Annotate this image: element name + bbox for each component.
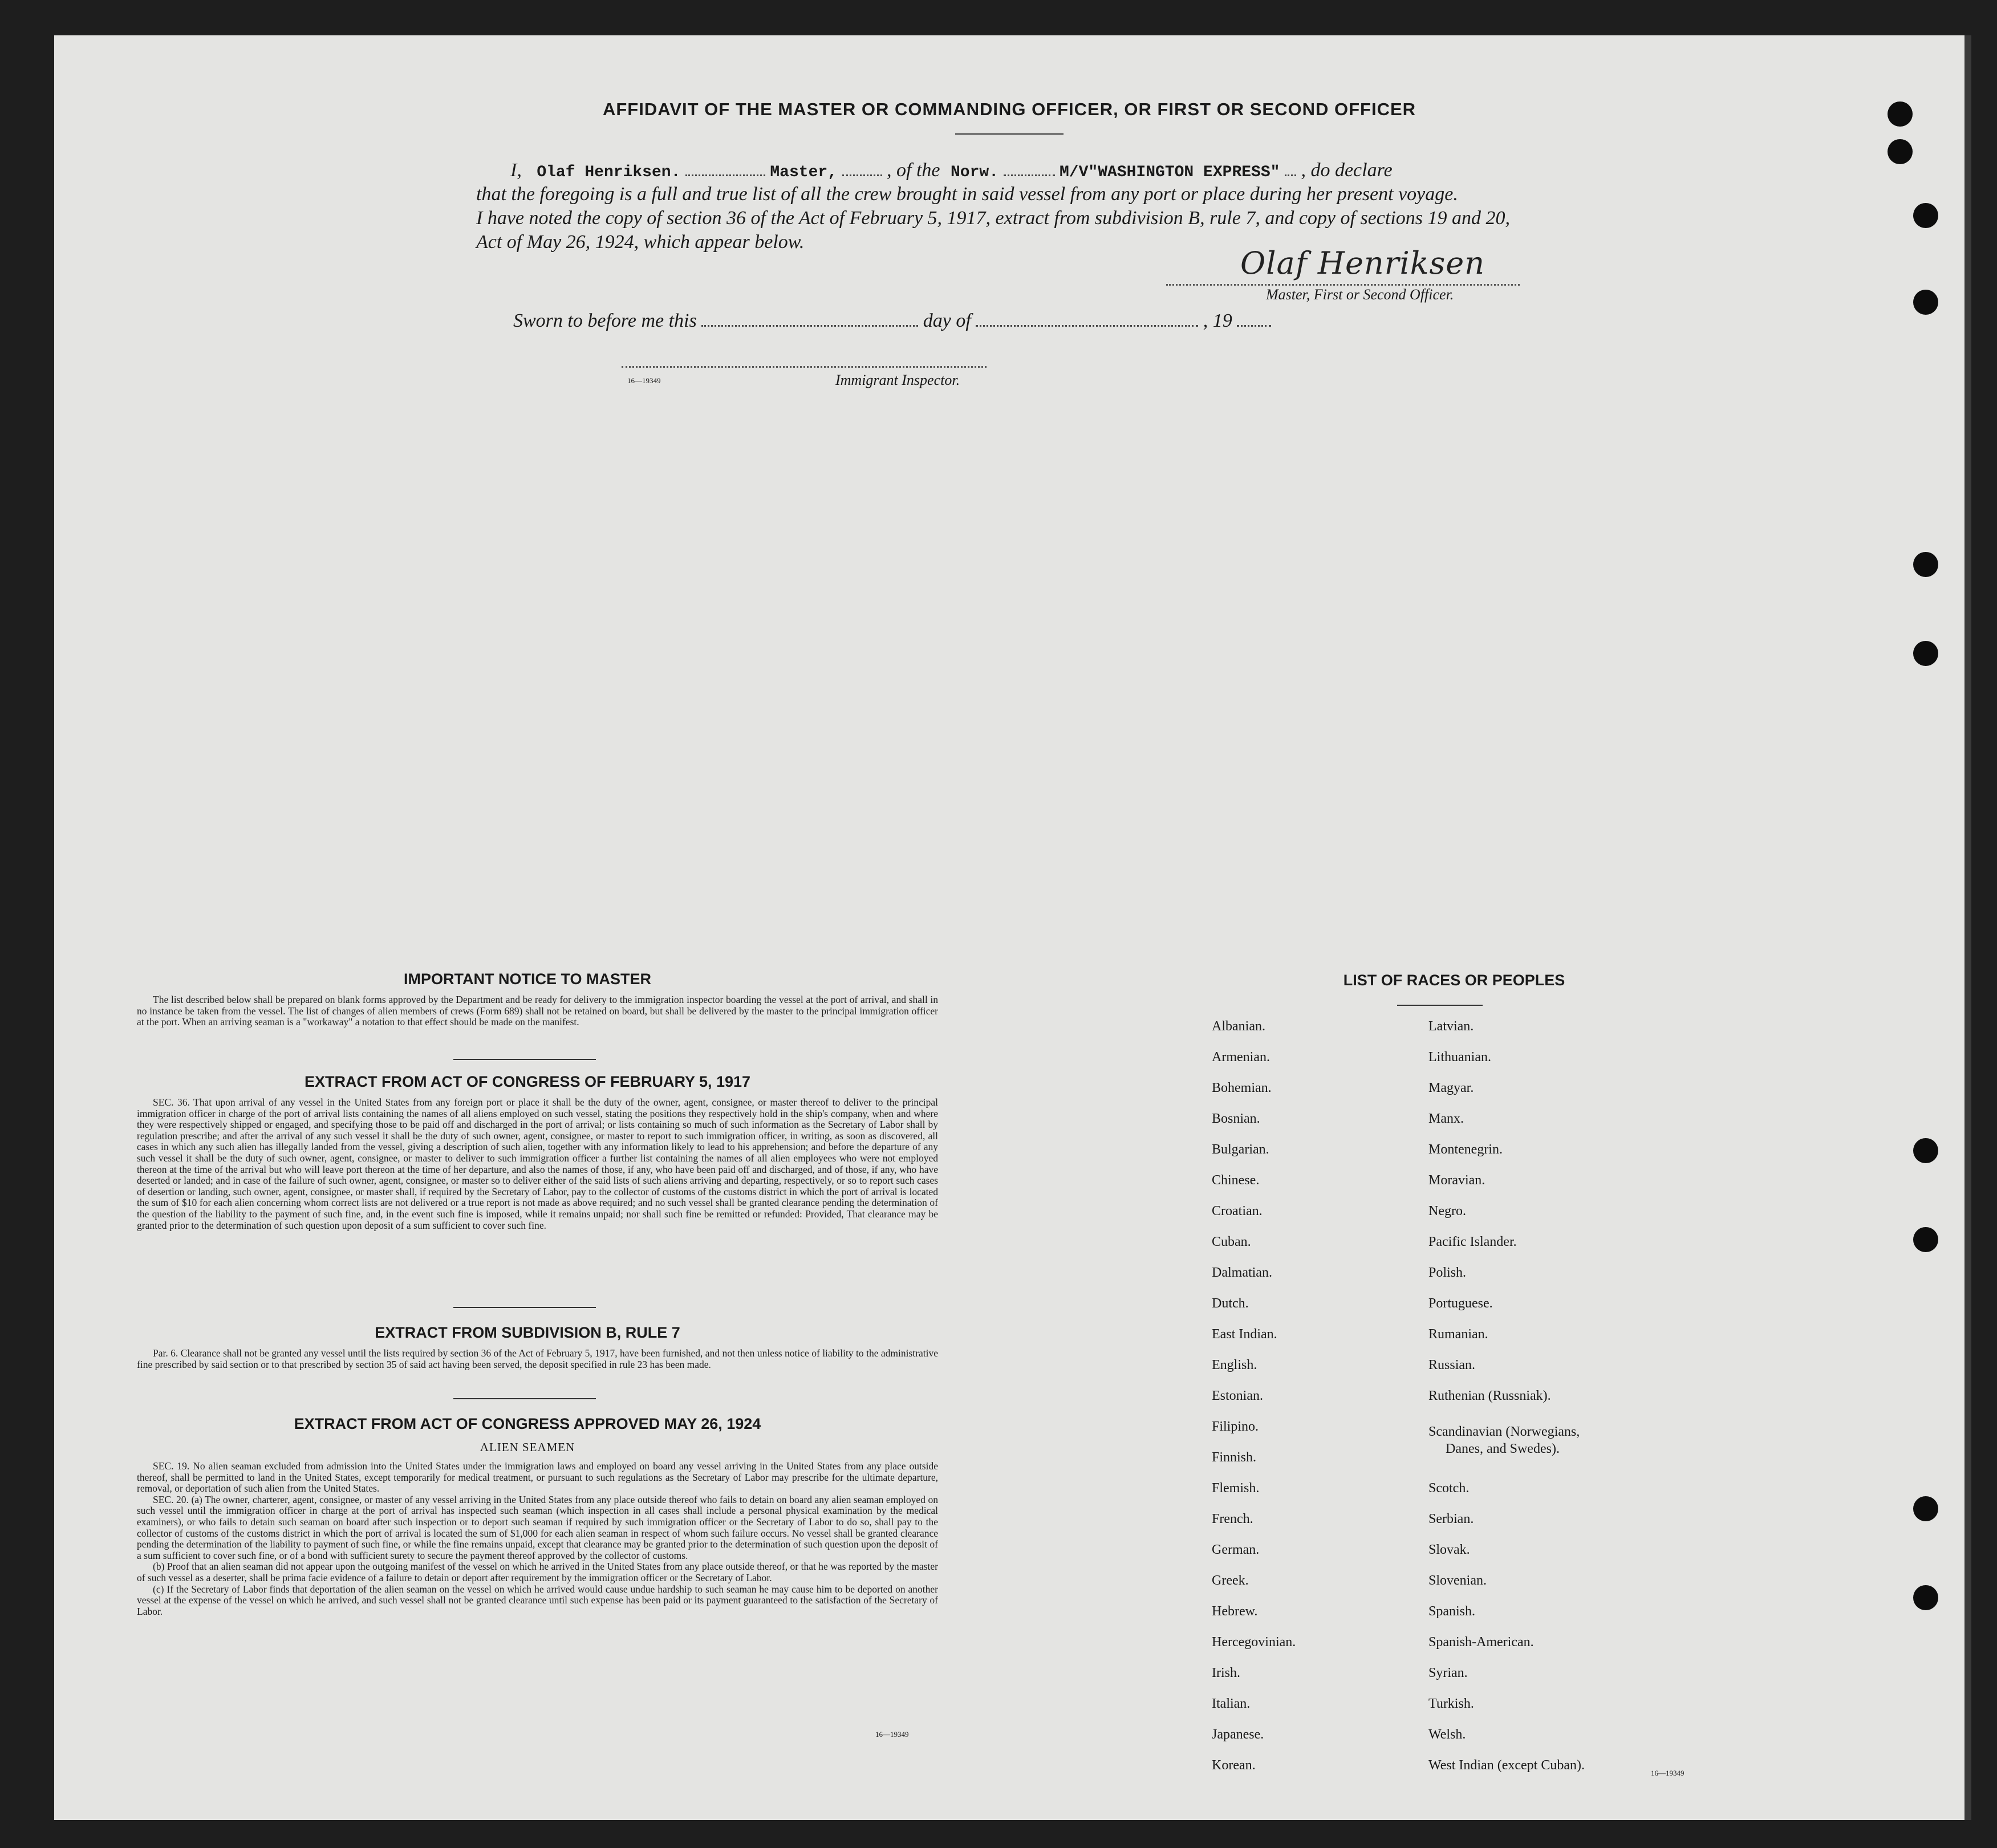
race-col1-item: French.: [1212, 1512, 1253, 1526]
race-col2-item: Welsh.: [1428, 1727, 1466, 1742]
race-col2-item: Scotch.: [1428, 1481, 1470, 1496]
affidavit-line-1: [510, 160, 1679, 181]
race-col2-item: Moravian.: [1428, 1173, 1485, 1188]
race-col1-item: Hebrew.: [1212, 1604, 1258, 1619]
race-col1-item: Bohemian.: [1212, 1081, 1272, 1095]
affidavit-title: AFFIDAVIT OF THE MASTER OR COMMANDING OFFICER, OR FIRST OR SECOND OFFICER: [602, 99, 1416, 119]
race-col2-item: Polish.: [1428, 1265, 1467, 1280]
sec-20c-text: (c) If the Secretary of Labor finds that deportation of the alien seaman on the vessel on which he arrived would cause undue hardship to such seaman he may cause him to be deported on another vessel at the expense of the vessel on which he arrived, and such vessel shall not be granted clearance until such expense has been paid or its payment guaranteed to the satisfaction of the Secretary of Labor.: [137, 1583, 938, 1617]
race-col2-item: Negro.: [1428, 1204, 1466, 1219]
extract-1917-title: EXTRACT FROM ACT OF CONGRESS OF FEBRUARY 5, 1917: [304, 1073, 751, 1090]
officer-title: Master,: [770, 164, 837, 181]
name-dotted-line: [685, 164, 765, 176]
race-col2-item: Danes, and Swedes).: [1446, 1441, 1560, 1456]
race-col1-item: Armenian.: [1212, 1050, 1270, 1065]
sec-20a-text: SEC. 20. (a) The owner, charterer, agent, consignee, or master of any vessel arriving in the United States from any place outside thereof who fails to detain on board any alien seaman employed on such vessel until the immigration officer in charge at the port of arrival has inspected such seaman (which inspection in all cases shall include a personal physical examination by the medical examiners), or who fails to detain such seaman on board after such inspection or to deport such seaman if required by such immigration officer or the Secretary of Labor to do so, shall pay to the collector of customs of the customs district in which the port of arrival is located the sum of $1,000 for each alien seaman in respect of whom such failure occurs. No vessel shall be granted clearance pending the determination of the liability to payment of such fine, or while the fine remains unpaid, except that clearance may be granted prior to the determination of such question upon the deposit of a sum sufficient to cover such fine, or of a bond with sufficient surety to secure the payment thereof approved by the collector of customs.: [137, 1493, 938, 1561]
race-col2-item: Portuguese.: [1428, 1296, 1493, 1311]
vessel-dotted-line: [1285, 164, 1296, 176]
form-number-right: 16—19349: [1651, 1769, 1685, 1777]
race-col2-item: Magyar.: [1428, 1081, 1474, 1095]
notice-title: IMPORTANT NOTICE TO MASTER: [404, 970, 651, 988]
inspector-line: [622, 366, 987, 368]
do-declare-label: , do declare: [1301, 160, 1393, 181]
race-col1-item: Irish.: [1212, 1666, 1240, 1680]
alien-seamen-subtitle: ALIEN SEAMEN: [480, 1440, 575, 1454]
race-col1-item: Filipino.: [1212, 1419, 1259, 1434]
race-col1-item: English.: [1212, 1358, 1257, 1372]
race-col2-item: West Indian (except Cuban).: [1428, 1758, 1585, 1773]
punch-hole: [1913, 1138, 1938, 1163]
punch-hole: [1913, 1227, 1938, 1252]
race-col1-item: Albanian.: [1212, 1019, 1265, 1034]
race-col1-item: Japanese.: [1212, 1727, 1264, 1742]
race-col1-item: East Indian.: [1212, 1327, 1277, 1342]
race-col2-item: Montenegrin.: [1428, 1142, 1503, 1157]
extract-1924-title: EXTRACT FROM ACT OF CONGRESS APPROVED MAY 26, 1924: [294, 1415, 761, 1432]
page-edge-shadow: [1964, 35, 1971, 1820]
sec-20b-text: (b) Proof that an alien seaman did not appear upon the outgoing manifest of the vessel on which he arrived in the United States from any place outside thereof, or that he was reported by the master of such vessel as a deserter, shall be prima facie evidence of a failure to detain or deport after requirement by the immigration officer or the Secretary of Labor.: [137, 1561, 938, 1583]
title-dotted-line: [842, 164, 882, 176]
punch-hole: [1913, 1496, 1938, 1521]
of-the-label: , of the: [887, 160, 940, 181]
signature-line: [1166, 284, 1520, 286]
sworn-prefix: Sworn to before me this: [513, 310, 697, 331]
race-col1-item: Chinese.: [1212, 1173, 1260, 1188]
nationality-dotted-line: [1004, 164, 1055, 176]
affidavit-line-2: that the foregoing is a full and true list of all the crew brought in said vessel from any port or place during her present voyage.: [476, 184, 1458, 205]
sworn-line: [513, 310, 1369, 332]
sec-19-text: SEC. 19. No alien seaman excluded from admission into the United States under the immigration laws and employed on board any vessel arriving in the United States from any place outside thereof, shall be permitted to land in the United States, except temporarily for medical treatment, or pursuant to such regulations as the Secretary of Labor may prescribe for the ultimate departure, removal, or deportation of such alien from the United States.: [137, 1460, 938, 1494]
race-col2-item: Latvian.: [1428, 1019, 1474, 1034]
inspector-caption: Immigrant Inspector.: [835, 372, 960, 388]
punch-hole: [1913, 290, 1938, 315]
punch-hole: [1888, 139, 1913, 164]
signature-caption: Master, First or Second Officer.: [1266, 286, 1454, 303]
sworn-day-dotted-line: [701, 315, 918, 327]
race-col1-item: Dutch.: [1212, 1296, 1249, 1311]
race-col2-item: Syrian.: [1428, 1666, 1468, 1680]
affidavit-line-4: Act of May 26, 1924, which appear below.: [476, 231, 805, 253]
race-col2-item: Serbian.: [1428, 1512, 1474, 1526]
affidavit-line-3: I have noted the copy of section 36 of the Act of February 5, 1917, extract from subdivision B, rule 7, and copy of sections 19 and 20,: [476, 208, 1511, 229]
punch-hole: [1913, 552, 1938, 577]
race-col1-item: Finnish.: [1212, 1450, 1257, 1465]
sworn-year-dotted-line: [1237, 315, 1271, 327]
rule-7-divider: [453, 1398, 596, 1399]
rule-7-title: EXTRACT FROM SUBDIVISION B, RULE 7: [375, 1324, 680, 1341]
notice-text: The list described below shall be prepared on blank forms approved by the Department and be ready for delivery to the immigration inspector boarding the vessel at the port of arrival, and shall in no instance be taken from the vessel. The list of changes of alien members of crews (Form 689) shall not be retained on board, but shall be delivered by the master to the principal immigration officer at the port. When an arriving seaman is a "workaway" a notation to that effect should be made on the manifest.: [137, 994, 938, 1028]
races-title: LIST OF RACES OR PEOPLES: [1343, 972, 1565, 989]
race-col1-item: Croatian.: [1212, 1204, 1263, 1219]
sworn-month-dotted-line: [976, 315, 1198, 327]
race-col1-item: Bulgarian.: [1212, 1142, 1269, 1157]
race-col1-item: Italian.: [1212, 1696, 1251, 1711]
declarant-prefix: I,: [510, 160, 522, 181]
title-divider: [955, 133, 1064, 135]
document-page: [54, 35, 1964, 1820]
year-prefix: , 19: [1203, 310, 1232, 331]
day-of-label: day of: [923, 310, 971, 331]
race-col2-item: Pacific Islander.: [1428, 1234, 1517, 1249]
race-col2-item: Slovenian.: [1428, 1573, 1487, 1588]
race-col1-item: German.: [1212, 1542, 1260, 1557]
race-col2-item: Slovak.: [1428, 1542, 1470, 1557]
punch-hole: [1913, 1585, 1938, 1610]
vessel-name: M/V"WASHINGTON EXPRESS": [1060, 164, 1280, 181]
race-col2-item: Russian.: [1428, 1358, 1476, 1372]
punch-hole: [1913, 641, 1938, 666]
race-col1-item: Greek.: [1212, 1573, 1249, 1588]
officer-name: Olaf Henriksen.: [537, 164, 681, 181]
race-col2-item: Spanish-American.: [1428, 1635, 1534, 1650]
form-number-top: 16—19349: [627, 376, 661, 385]
race-col2-item: Lithuanian.: [1428, 1050, 1491, 1065]
vessel-nationality: Norw.: [950, 164, 998, 181]
rule-7-text: Par. 6. Clearance shall not be granted any vessel until the lists required by section 36 of the Act of February 5, 1917, have been furnished, and not then unless notice of liability to the administrative fine prescribed by said section or to that prescribed by section 35 of said act having been served, the deposit specified in rule 23 has been made.: [137, 1347, 938, 1370]
race-col1-item: Bosnian.: [1212, 1111, 1260, 1126]
race-col1-item: Cuban.: [1212, 1234, 1251, 1249]
punch-hole: [1913, 203, 1938, 228]
race-col1-item: Hercegovinian.: [1212, 1635, 1296, 1650]
extract-1917-text: SEC. 36. That upon arrival of any vessel in the United States from any foreign port or place it shall be the duty of the owner, agent, consignee, or master thereof to deliver to the principal immigration officer in charge of the port of arrival lists containing the names of all aliens employed on such vessel, stating the positions they respectively hold in the ship's company, when and where they were respectively shipped or engaged, and specifying those to be paid off and discharged in the port of arrival; or lists containing so much of such information as the Secretary of Labor shall by regulation prescribe; and after the arrival of any such vessel it shall be the duty of such owner, agent, consignee, or master to report to such immigration officer, in writing, as soon as discovered, all cases in which any such alien has illegally landed from the vessel, giving a description of such alien, together with any information likely to lead to his apprehension; and before the departure of any such vessel it shall be the duty of such owner, agent, consignee, or master to deliver to such immigration officer a further list containing the names of all alien employees who were not employed thereon at the time of the arrival but who will leave port thereon at the time of her departure, and also the names of those, if any, who have been paid off and discharged, and of those, if any, who have deserted or landed; and in case of the failure of such owner, agent, consignee, or master so to deliver either of the said lists of such aliens arriving and departing, respectively, or so to report such cases of desertion or landing, such owner, agent, consignee, or master shall, if required by the Secretary of Labor, pay to the collector of customs of the customs district in which the port of arrival is located the sum of $10 for each alien concerning whom correct lists are not delivered or a true report is not made as above required; and no such vessel shall be granted clearance pending the determination of the question of the liability to the payment of such fine, and, in the event such fine is imposed, while it remains unpaid; nor shall such fine be remitted or refunded: Provided, That clearance may be granted prior to the determination of such question upon deposit of a sum sufficient to cover such fine.: [137, 1096, 938, 1231]
notice-divider: [453, 1059, 596, 1060]
race-col1-item: Estonian.: [1212, 1388, 1263, 1403]
race-col2-item: Manx.: [1428, 1111, 1464, 1126]
punch-hole: [1888, 101, 1913, 127]
race-col1-item: Flemish.: [1212, 1481, 1260, 1496]
form-number-left: 16—19349: [875, 1730, 909, 1739]
race-col1-item: Dalmatian.: [1212, 1265, 1272, 1280]
master-signature: Olaf Henriksen: [1240, 245, 1485, 281]
race-col2-item: Ruthenian (Russniak).: [1428, 1388, 1551, 1403]
extract-1917-divider: [453, 1307, 596, 1308]
race-col2-item: Rumanian.: [1428, 1327, 1488, 1342]
extract-1924-body: [137, 1461, 938, 1617]
race-col2-item: Scandinavian (Norwegians,: [1428, 1424, 1580, 1439]
race-col2-item: Turkish.: [1428, 1696, 1474, 1711]
races-divider: [1397, 1005, 1483, 1006]
race-col2-item: Spanish.: [1428, 1604, 1476, 1619]
race-col1-item: Korean.: [1212, 1758, 1256, 1773]
